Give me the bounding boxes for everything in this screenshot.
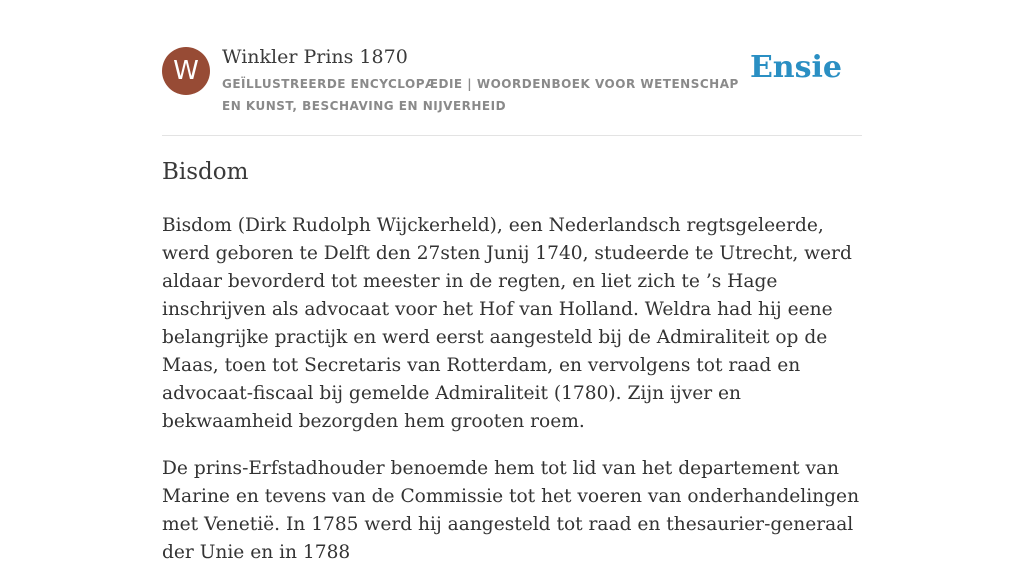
avatar[interactable]: W — [162, 47, 210, 95]
source-subtitle: GEÏLLUSTREERDE ENCYCLOPÆDIE | WOORDENBOEK VOOR WETENSCHAP EN KUNST, BESCHAVING EN NIJVERHEID — [222, 77, 739, 113]
article-paragraph: Bisdom (Dirk Rudolph Wijckerheld), een Nederlandsch regtsgeleerde, werd geboren te Delft den 27sten Junij 1740, studeerde te Utrecht, werd aldaar bevorderd tot meester in de regten, en liet zich te ’s Hage inschrijven als advocaat voor het Hof van Holland. Weldra had hij eene belangrijke practijk en werd eerst aangesteld bij de Admiraliteit op de Maas, toen tot Secretaris van Rotterdam, en vervolgens tot raad en advocaat-fiscaal bij gemelde Admiraliteit (1780). Zijn ijver en bekwaamheid bezorgden hem grooten roem. — [162, 215, 852, 432]
source-title[interactable]: Winkler Prins 1870 — [222, 46, 408, 68]
ensie-logo-link[interactable]: Ensie — [749, 50, 842, 85]
article-paragraph: De prins-Erfstadhouder benoemde hem tot lid van het departement van Marine en tevens van de Commissie tot het voeren van onderhandelingen met Venetië. In 1785 werd hij aangesteld tot raad en thesaurier-generaal der Unie en in 1788 — [162, 458, 860, 563]
article-body — [162, 212, 862, 586]
source-header — [162, 44, 862, 134]
article-title: Bisdom — [162, 159, 249, 185]
divider — [162, 135, 862, 136]
